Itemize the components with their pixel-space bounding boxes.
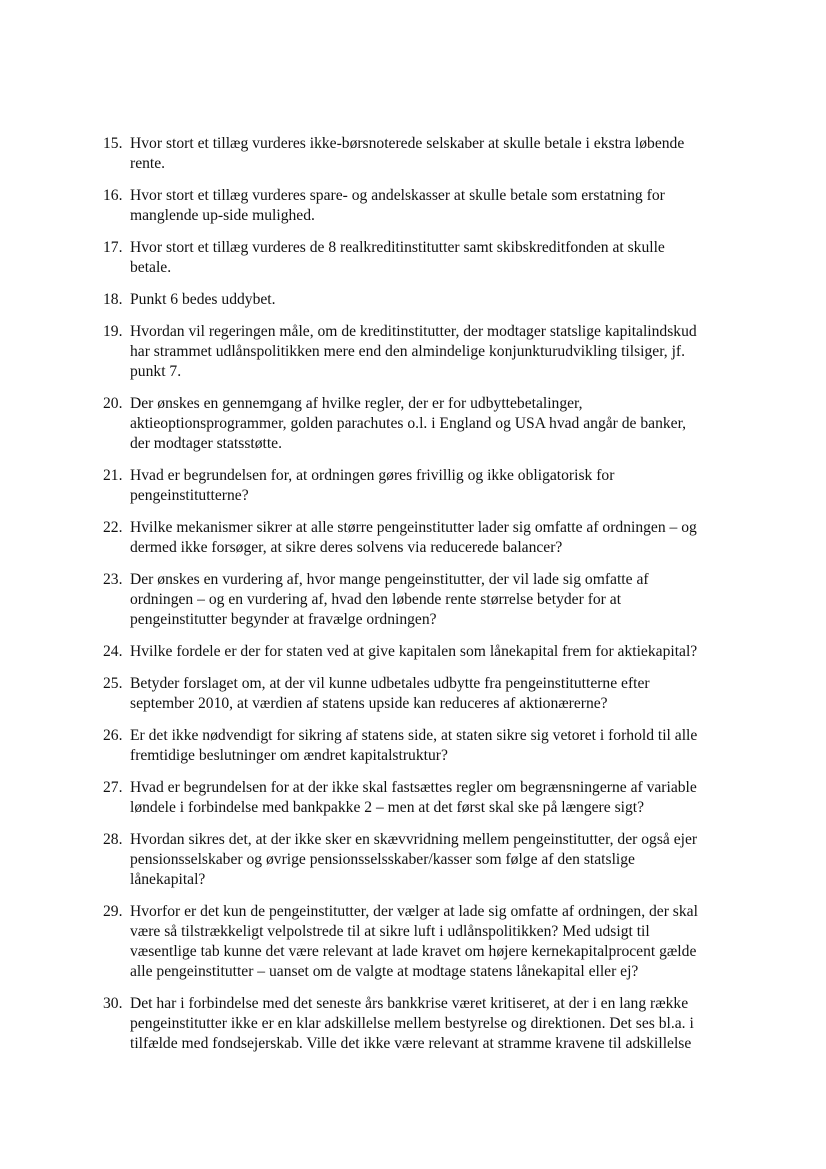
- text-line: aktieoptionsprogrammer, golden parachutes o.l. i England og USA hvad angår de banker,: [130, 415, 687, 432]
- text-line: lånekapital?: [130, 871, 206, 888]
- list-item: [103, 466, 753, 506]
- item-number: 29.: [103, 903, 123, 920]
- list-item: [103, 238, 753, 278]
- item-number: 18.: [103, 291, 123, 308]
- item-text: [130, 830, 753, 890]
- text-line: Er det ikke nødvendigt for sikring af statens side, at staten sikre sig vetoret i forhold til alle: [130, 727, 698, 744]
- text-line: Hvor stort et tillæg vurderes ikke-børsnoterede selskaber at skulle betale i ekstra løbende: [130, 135, 685, 152]
- list-item: [103, 290, 753, 310]
- text-line: pensionsselskaber og øvrige pensionsselsskaber/kasser som følge af den statslige: [130, 851, 635, 868]
- text-line: Der ønskes en vurdering af, hvor mange pengeinstitutter, der vil lade sig omfatte af: [130, 571, 649, 588]
- text-line: fremtidige beslutninger om ændret kapitalstruktur?: [130, 747, 448, 764]
- list-item: [103, 134, 753, 174]
- list-item: [103, 726, 753, 766]
- text-line: Hvilke mekanismer sikrer at alle større pengeinstitutter lader sig omfatte af ordningen – og: [130, 519, 697, 536]
- text-line: Det har i forbindelse med det seneste års bankkrise været kritiseret, at der i en lang række: [130, 995, 689, 1012]
- text-line: september 2010, at værdien af statens upside kan reduceres af aktionærerne?: [130, 695, 608, 712]
- item-number: 25.: [103, 675, 123, 692]
- text-line: Hvad er begrundelsen for at der ikke skal fastsættes regler om begrænsningerne af variable: [130, 779, 697, 796]
- text-line: manglende up-side mulighed.: [130, 207, 315, 224]
- text-line: pengeinstitutterne?: [130, 487, 249, 504]
- item-number: 16.: [103, 187, 123, 204]
- list-item: [103, 674, 753, 714]
- text-line: Hvor stort et tillæg vurderes de 8 realkreditinstitutter samt skibskreditfonden at skulle: [130, 239, 665, 256]
- text-line: punkt 7.: [130, 363, 182, 380]
- text-line: Betyder forslaget om, at der vil kunne udbetales udbytte fra pengeinstitutterne efter: [130, 675, 650, 692]
- text-line: Hvorfor er det kun de pengeinstitutter, der vælger at lade sig omfatte af ordningen, der skal: [130, 903, 698, 920]
- item-text: [130, 186, 753, 226]
- text-line: Hvor stort et tillæg vurderes spare- og andelskasser at skulle betale som erstatning for: [130, 187, 665, 204]
- item-text: [130, 902, 753, 982]
- list-item: [103, 394, 753, 454]
- text-line: alle pengeinstitutter – uanset om de valgte at modtage statens lånekapital eller ej?: [130, 963, 639, 980]
- item-text: [130, 322, 753, 382]
- item-number: 27.: [103, 779, 123, 796]
- item-number: 19.: [103, 323, 123, 340]
- item-text: [130, 778, 753, 818]
- list-item: [103, 642, 753, 662]
- item-number: 17.: [103, 239, 123, 256]
- text-line: har strammet udlånspolitikken mere end den almindelige konjunkturudvikling tilsiger, jf.: [130, 343, 686, 360]
- list-item: [103, 778, 753, 818]
- item-number: 30.: [103, 995, 123, 1012]
- text-line: Hvilke fordele er der for staten ved at give kapitalen som lånekapital frem for aktiekapital?: [130, 643, 698, 660]
- list-item: [103, 994, 753, 1054]
- list-item: [103, 186, 753, 226]
- item-text: [130, 290, 753, 310]
- item-text: [130, 642, 753, 662]
- item-text: [130, 570, 753, 630]
- list-item: [103, 902, 753, 982]
- text-line: Der ønskes en gennemgang af hvilke regler, der er for udbyttebetalinger,: [130, 395, 583, 412]
- text-line: rente.: [130, 155, 166, 172]
- item-number: 22.: [103, 519, 123, 536]
- item-text: [130, 994, 753, 1054]
- item-text: [130, 466, 753, 506]
- text-line: Hvordan vil regeringen måle, om de kreditinstitutter, der modtager statslige kapitalindskud: [130, 323, 697, 340]
- item-text: [130, 238, 753, 278]
- text-line: betale.: [130, 259, 172, 276]
- item-number: 24.: [103, 643, 123, 660]
- item-number: 28.: [103, 831, 123, 848]
- item-number: 15.: [103, 135, 123, 152]
- list-item: [103, 830, 753, 890]
- item-text: [130, 726, 753, 766]
- text-line: Hvad er begrundelsen for, at ordningen gøres frivillig og ikke obligatorisk for: [130, 467, 615, 484]
- item-number: 23.: [103, 571, 123, 588]
- text-line: være så tilstrækkeligt velpolstrede til at sikre luft i udlånspolitikken? Med udsigt til: [130, 923, 650, 940]
- text-line: løndele i forbindelse med bankpakke 2 – men at det først skal ske på længere sigt?: [130, 799, 645, 816]
- item-number: 21.: [103, 467, 123, 484]
- list-item: [103, 570, 753, 630]
- item-number: 26.: [103, 727, 123, 744]
- text-line: væsentlige tab kunne det være relevant at lade kravet om højere kernekapitalprocent gælde: [130, 943, 697, 960]
- item-number: 20.: [103, 395, 123, 412]
- item-text: [130, 674, 753, 714]
- text-line: Hvordan sikres det, at der ikke sker en skævvridning mellem pengeinstitutter, der også ejer: [130, 831, 698, 848]
- text-line: pengeinstitutter begynder at fravælge ordningen?: [130, 611, 437, 628]
- text-line: ordningen – og en vurdering af, hvad den løbende rente størrelse betyder for at: [130, 591, 622, 608]
- text-line: Punkt 6 bedes uddybet.: [130, 291, 276, 308]
- list-item: [103, 322, 753, 382]
- item-text: [130, 134, 753, 174]
- item-text: [130, 394, 753, 454]
- text-line: tilfælde med fondsejerskab. Ville det ikke være relevant at stramme kravene til adskillelse: [130, 1035, 692, 1052]
- text-line: der modtager statsstøtte.: [130, 435, 283, 452]
- text-line: pengeinstitutter ikke er en klar adskillelse mellem bestyrelse og direktionen. Det ses bl.a. i: [130, 1015, 694, 1032]
- item-text: [130, 518, 753, 558]
- text-line: dermed ikke forsøger, at sikre deres solvens via reducerede balancer?: [130, 539, 563, 556]
- list-item: [103, 518, 753, 558]
